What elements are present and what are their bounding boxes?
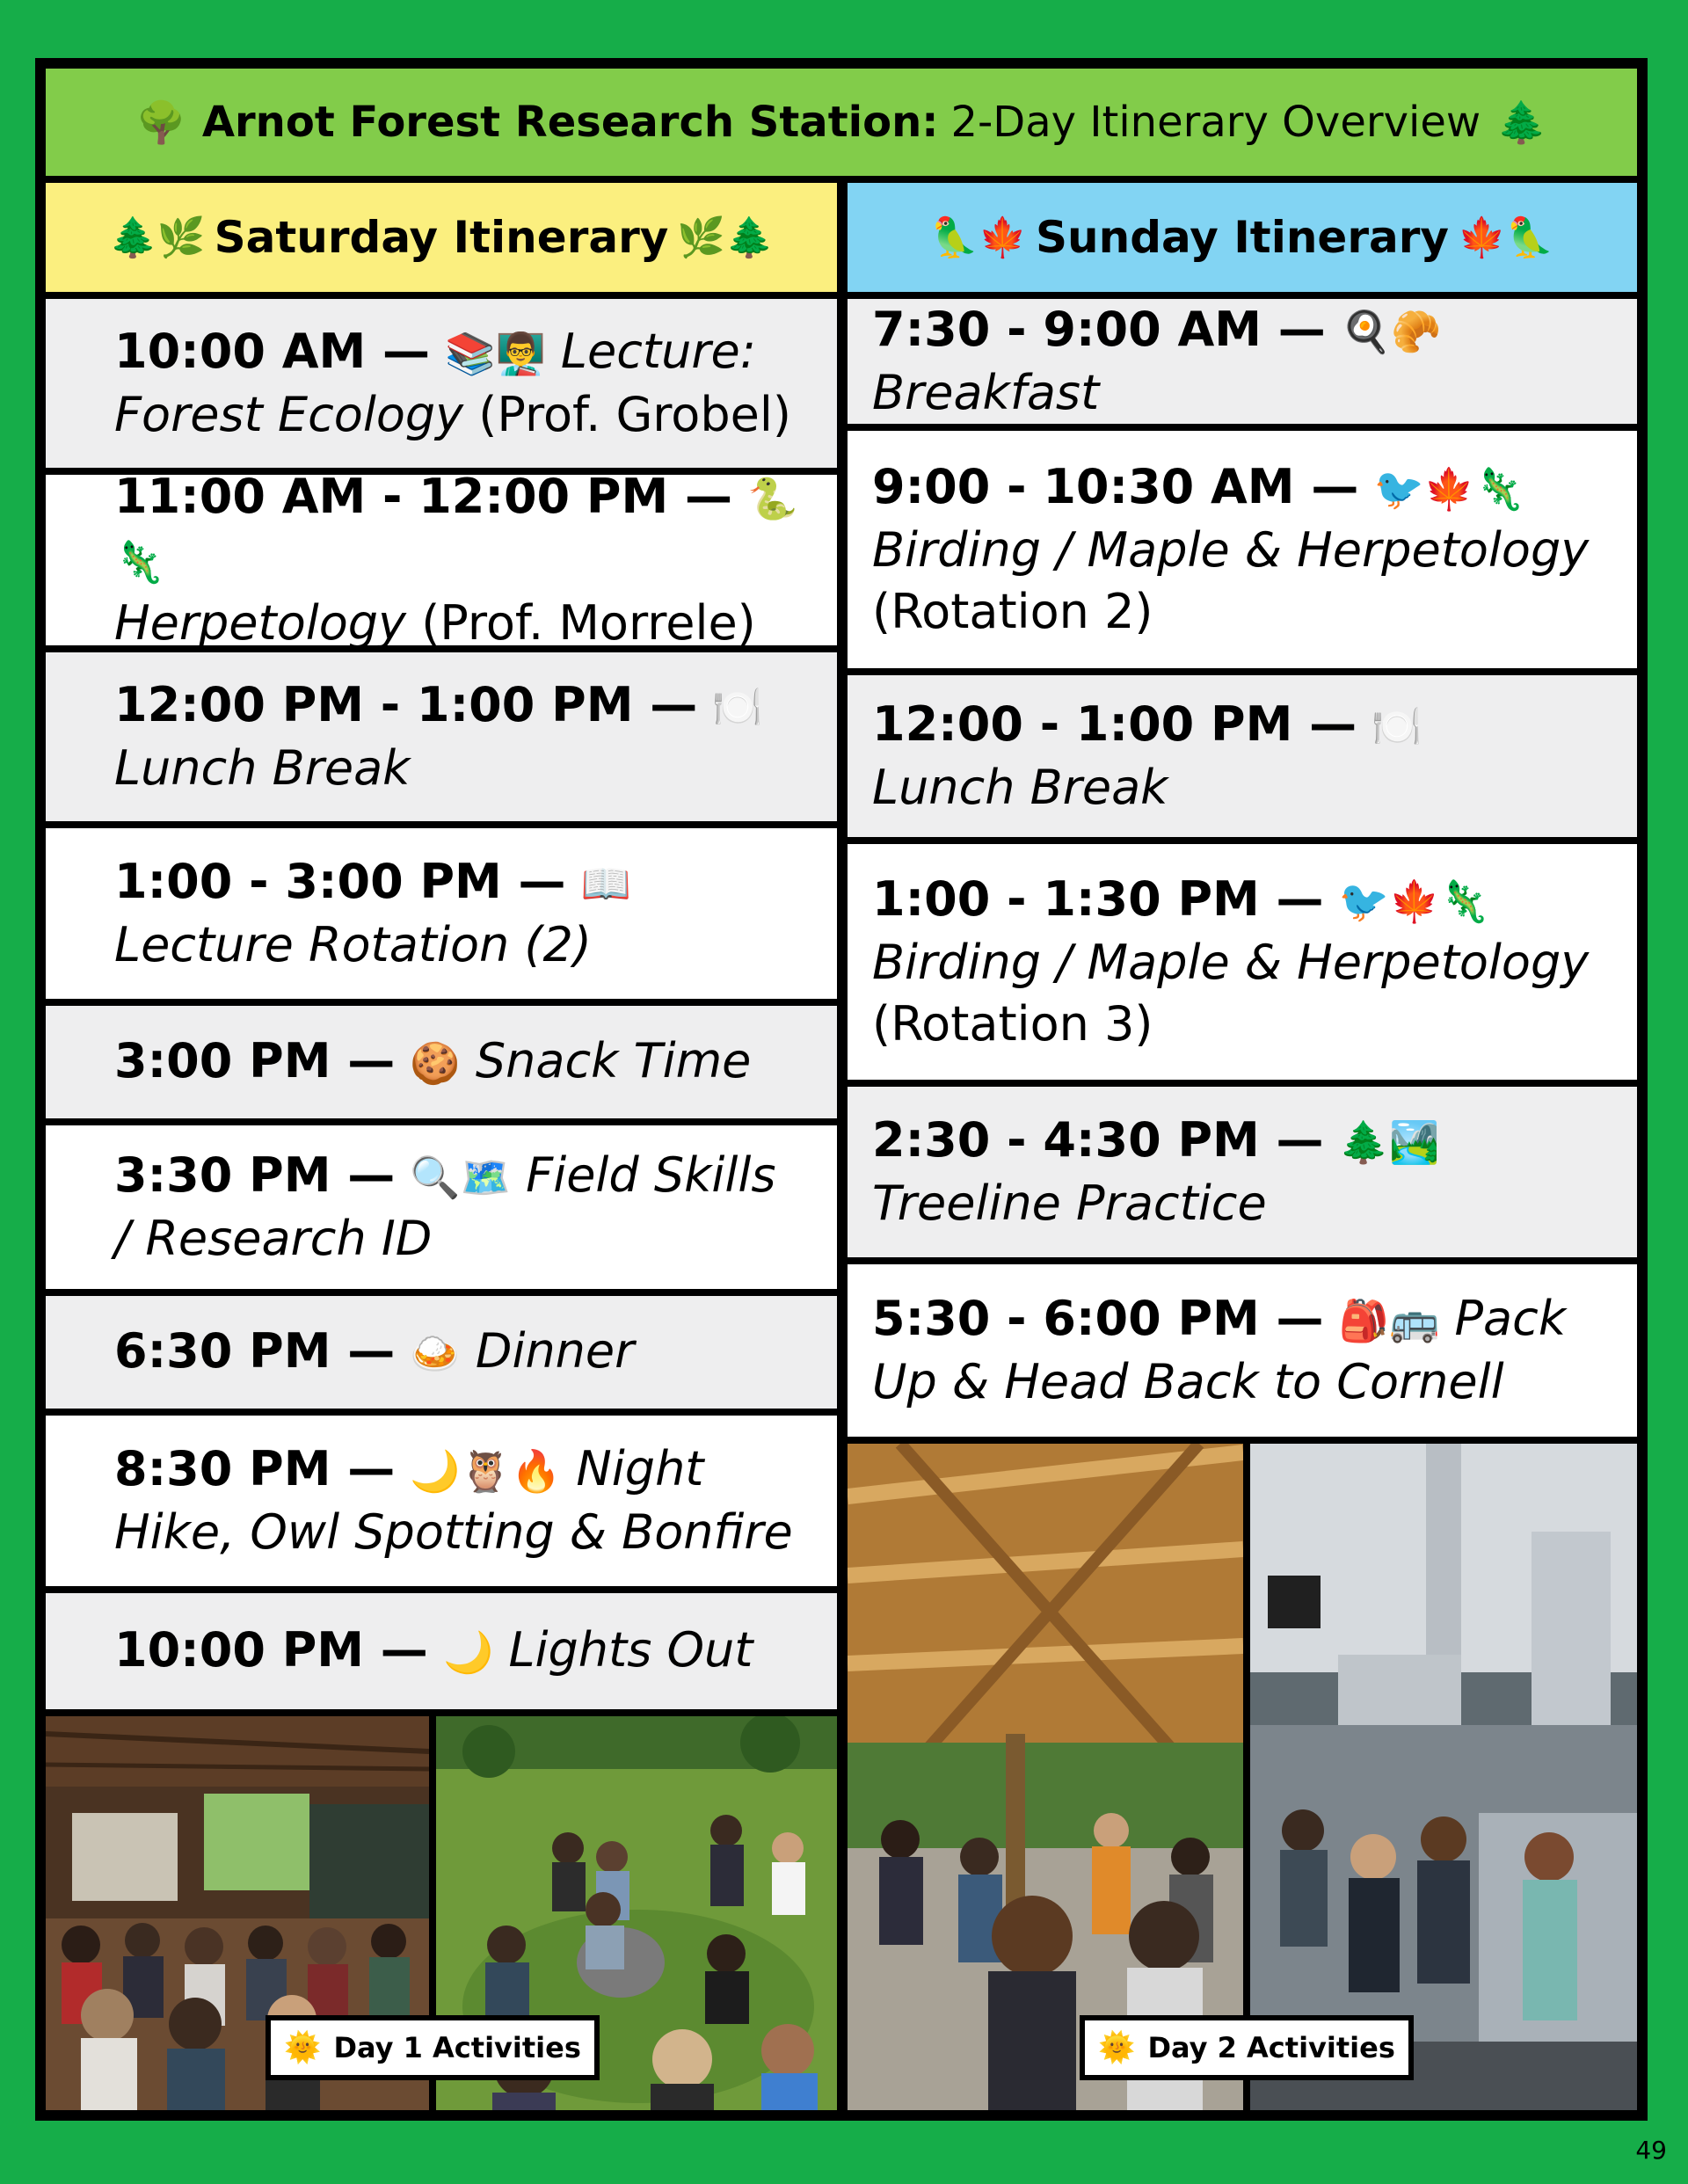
sunday-item <box>848 675 1637 837</box>
item-description: Breakfast <box>872 365 1100 420</box>
item-description: Treeline Practice <box>872 1176 1267 1231</box>
saturday-item <box>46 652 837 821</box>
item-description-tail: Forest Ecology <box>114 387 464 442</box>
item-extra: (Rotation 3) <box>872 996 1153 1052</box>
item-description: Night Hike, Owl Spotting & Bonfire <box>114 1441 793 1560</box>
herb-tree-icon: 🌿🌲 <box>677 215 774 260</box>
item-time: 8:30 PM — <box>114 1441 396 1496</box>
open-book-icon: 📖 <box>580 860 632 907</box>
item-description: Pack Up & Head Back to Cornell <box>872 1291 1567 1409</box>
saturday-item <box>46 1296 837 1409</box>
saturday-item <box>46 469 837 651</box>
item-extra: (Prof. Grobel) <box>478 387 791 442</box>
item-time: 1:00 - 3:00 PM — <box>114 854 566 909</box>
item-description: Lunch Break <box>872 760 1168 815</box>
saturday-item <box>46 1593 837 1709</box>
bird-maple-lizard-icon: 🐦🍁🦎 <box>1373 465 1525 513</box>
sun-icon: 🌞 <box>1098 2030 1136 2065</box>
page-number: 49 <box>1635 2136 1667 2165</box>
crescent-moon-icon: 🌙 <box>442 1628 494 1676</box>
item-description: Dinner <box>475 1323 635 1379</box>
saturday-item <box>46 828 837 999</box>
item-time: 2:30 - 4:30 PM — <box>872 1112 1324 1168</box>
item-time: 11:00 AM - 12:00 PM — <box>114 469 733 524</box>
item-time: 7:30 - 9:00 AM — <box>872 302 1326 357</box>
item-time: 1:00 - 1:30 PM — <box>872 871 1324 927</box>
item-time: 5:30 - 6:00 PM — <box>872 1291 1324 1346</box>
itinerary-page <box>35 58 1648 2121</box>
item-time: 9:00 - 10:30 AM — <box>872 459 1359 514</box>
sugarhouse-photo <box>1250 1444 1637 2110</box>
saturday-heading <box>46 183 837 292</box>
item-description: Birding / Maple & Herpetology <box>872 522 1590 578</box>
sunday-item <box>848 431 1637 668</box>
sunday-item <box>848 1087 1637 1257</box>
pavilion-photo <box>848 1444 1243 2110</box>
sun-icon: 🌞 <box>284 2030 322 2065</box>
tree-landscape-icon: 🌲🏞️ <box>1338 1118 1440 1166</box>
item-description: Field Skills / Research ID <box>114 1147 776 1266</box>
sunday-heading-label: Sunday Itinerary <box>1036 212 1449 263</box>
item-description: Lecture: <box>560 324 756 379</box>
day2-caption <box>1080 2015 1414 2080</box>
station-name: Arnot Forest Research Station: <box>201 98 939 147</box>
books-teacher-icon: 📚👨‍🏫 <box>445 330 546 377</box>
sunday-item <box>848 844 1637 1080</box>
item-time: 12:00 PM - 1:00 PM — <box>114 677 698 732</box>
saturday-item <box>46 1125 837 1289</box>
maple-parrot-icon: 🍁🦜 <box>1458 215 1554 260</box>
egg-croissant-icon: 🍳🥐 <box>1340 308 1442 355</box>
backpack-bus-icon: 🎒🚌 <box>1338 1297 1440 1344</box>
sunday-item <box>848 299 1637 424</box>
title-subtitle: 2-Day Itinerary Overview <box>950 98 1481 147</box>
tree-herb-icon: 🌲🌿 <box>109 215 206 260</box>
magnifier-map-icon: 🔍🗺️ <box>410 1154 511 1201</box>
parrot-maple-icon: 🦜🍁 <box>930 215 1027 260</box>
item-description: Snack Time <box>475 1033 752 1088</box>
item-time: 12:00 - 1:00 PM — <box>872 696 1357 752</box>
item-description: Herpetology <box>114 595 407 651</box>
sunday-item <box>848 1264 1637 1437</box>
item-description: Birding / Maple & Herpetology <box>872 935 1590 990</box>
day1-caption-label: Day 1 Activities <box>333 2031 581 2064</box>
saturday-item <box>46 1006 837 1118</box>
item-extra: (Prof. Morrele) <box>421 595 756 651</box>
evergreen-tree-icon: 🌲 <box>1496 98 1547 146</box>
item-time: 6:30 PM — <box>114 1323 396 1379</box>
cookie-icon: 🍪 <box>410 1039 461 1087</box>
item-extra: (Rotation 2) <box>872 584 1153 639</box>
plate-cutlery-icon: 🍽️ <box>1372 703 1422 750</box>
saturday-item <box>46 299 837 468</box>
day1-caption <box>266 2015 600 2080</box>
snake-lizard-icon: 🐍🦎 <box>114 475 798 586</box>
bird-maple-lizard-icon: 🐦🍁🦎 <box>1338 877 1490 925</box>
saturday-item <box>46 1416 837 1586</box>
item-time: 10:00 AM — <box>114 324 431 379</box>
sunday-heading <box>848 183 1637 292</box>
item-time: 3:00 PM — <box>114 1033 396 1088</box>
curry-bowl-icon: 🍛 <box>410 1329 461 1377</box>
day2-caption-label: Day 2 Activities <box>1147 2031 1395 2064</box>
item-description: Lights Out <box>508 1622 753 1678</box>
deciduous-tree-icon: 🌳 <box>135 98 186 146</box>
item-description: Lunch Break <box>114 740 411 796</box>
item-time: 10:00 PM — <box>114 1622 428 1678</box>
item-time: 3:30 PM — <box>114 1147 396 1203</box>
item-description: Lecture Rotation (2) <box>114 917 592 972</box>
saturday-heading-label: Saturday Itinerary <box>214 212 669 263</box>
page-title-bar <box>46 69 1637 176</box>
moon-owl-fire-icon: 🌙🦉🔥 <box>410 1447 562 1495</box>
plate-cutlery-icon: 🍽️ <box>712 683 763 731</box>
